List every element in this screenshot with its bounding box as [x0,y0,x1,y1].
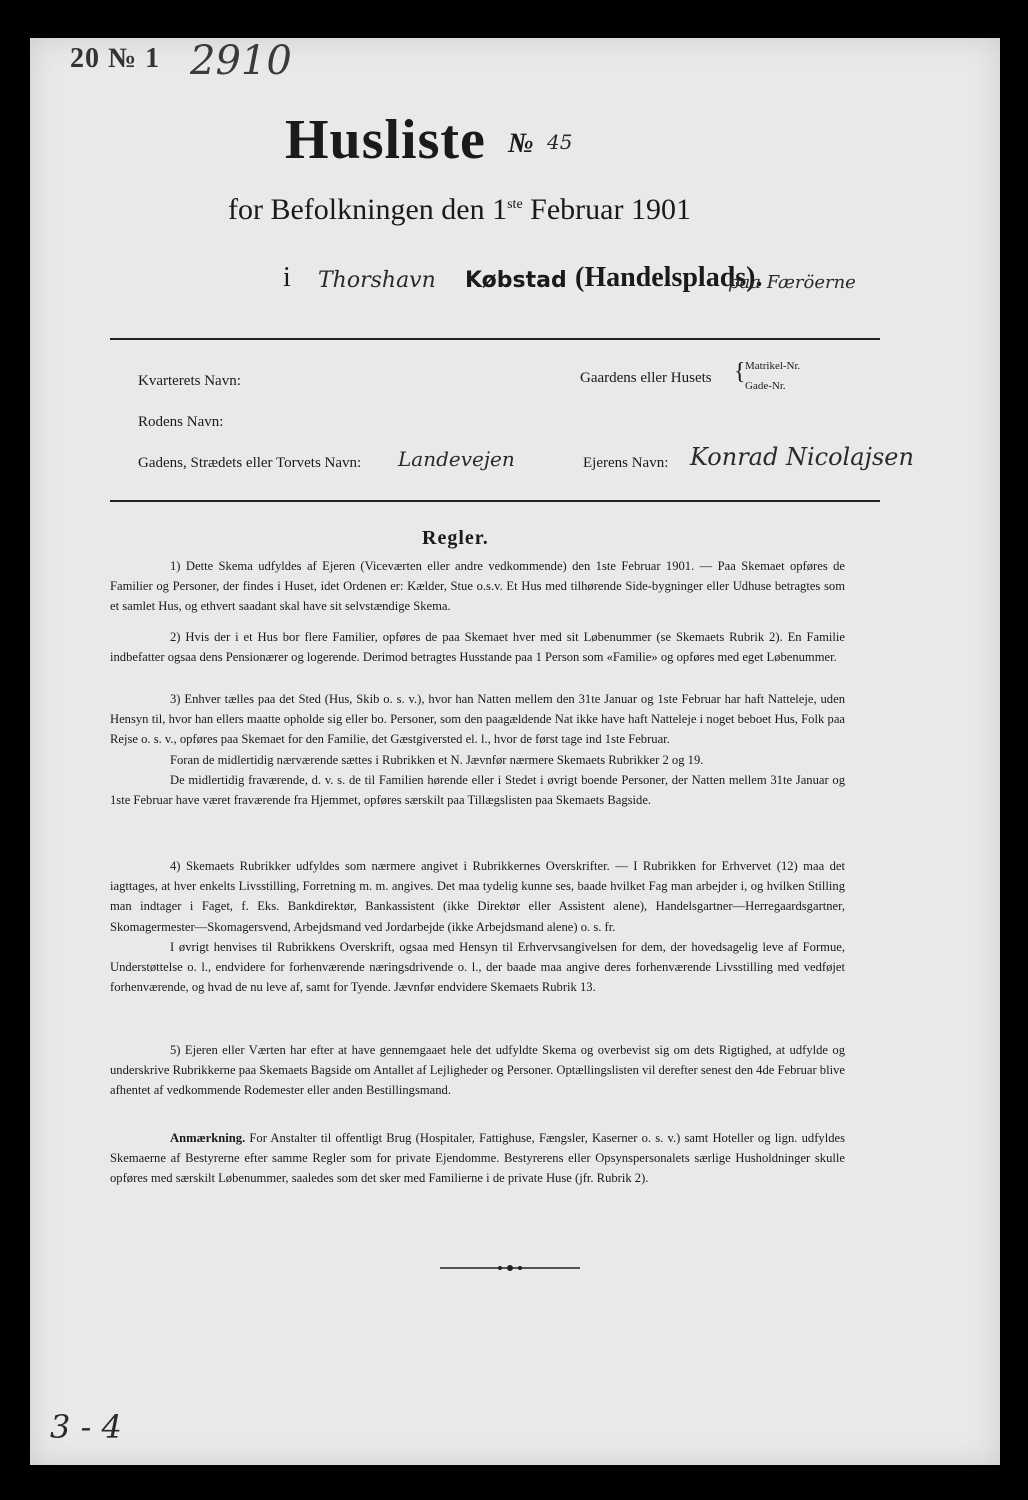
rule-3b-text: Foran de midlertidig nærværende sættes i Rubrikken et N. Jævnfør nærmere Skemaets Rubrikker 2 og 19. [170,752,704,767]
rule-3 [110,689,845,810]
divider-top [110,338,880,340]
gadens-label: Gadens, Strædets eller Torvets Navn: [138,455,362,471]
rule-4b-text: I øvrigt henvises til Rubrikkens Overskrift, ogsaa med Hensyn til Erhvervsangivelsen for dem, der hovedsagelig leve af Formue, Understøttelse o. l., endvidere for forhenværende næringsdrivende o. l., der baade maa angive deres forhenværende Livsstilling med vedføjet forhenværende, og hvad de nu leve af, samt for Tyende. Jævnfør endvidere Skemaets Rubrik 13. [110,939,845,995]
note [110,1128,845,1189]
subtitle-sup: ste [507,197,523,212]
archive-stamp: 20 № 1 [70,43,161,74]
divider-bottom [110,500,880,502]
bottom-pencil-note: 3 - 4 [50,1408,122,1446]
kobstad-label: Købstad [465,268,567,293]
rule-5-text: 5) Ejeren eller Værten har efter at have gennemgaaet hele det udfyldte Skema og overbevist sig om dets Rigtighed, at udfylde og underskrive Rubrikkerne paa Skemaets Bagside om Antallet af Lejligheder og Personer. Optællingslisten vil derefter senest den 4de Februar blive afhentet af vedkommende Rodemester eller anden Bestillingsmand. [110,1043,845,1098]
form-subtitle [228,193,691,227]
note-text: For Anstalter til offentligt Brug (Hospitaler, Fattighuse, Fængsler, Kaserner o. s. v.) samt Hoteller og lign. udfyldes Skemaerne af Bestyrerne efter samme Regler som for private Ejendomme. Bestyrerens eller Opsynspersonalets særlige Husholdninger skulle opføres med særskilt Løbenummer, saaledes som det sker med Familierne i de private Huse (jfr. Rubrik 2). [110,1131,845,1186]
rule-1 [110,556,845,617]
rule-3-text: 3) Enhver tælles paa det Sted (Hus, Skib o. s. v.), hvor han Natten mellem den 31te Januar og 1ste Februar har haft Natteleje, uden Hensyn til, hvor han ellers maatte opholde sig eller bo. Personer, som den paagældende Nat ikke have haft Natteleje i noget beboet Hus, Folk paa Rejse o. s. v., opføres paa Skemaet for den Familie, det Gæstgiversted el. l., hvor de først tage ind 1ste Februar. [110,692,845,747]
ejerens-value: Konrad Nicolajsen [690,443,914,471]
handelsplads-label: (Handelsplads). [575,262,763,293]
kvarterets-label: Kvarterets Navn: [138,373,241,389]
rodens-label: Rodens Navn: [138,414,224,430]
rule-2 [110,627,845,667]
note-label: Anmærkning. [170,1131,246,1145]
form-title: Husliste [285,109,486,171]
rule-2-text: 2) Hvis der i et Hus bor flere Familier, opføres de paa Skemaet hver med sit Løbenummer (se Skemaets Rubrik 2). En Familie indbefatter ogsaa dens Pensionærer og logerende. Derimod betragtes Husstande paa 1 Person som «Familie» og opføres med eget Løbenummer. [110,630,845,665]
town-name: Thorshavn [318,268,436,293]
rule-3c-text: De midlertidig fraværende, d. v. s. de til Familien hørende eller i Stedet i øvrigt boende Personer, der Natten mellem 31te Januar og 1ste Februar have været fraværende fra Hjemmet, opføres særskilt paa Tillægslisten paa Skemaets Bagside. [110,772,845,808]
subtitle-post: Februar 1901 [522,193,691,226]
gadens-value: Landevejen [398,447,515,471]
rule-4-text: 4) Skemaets Rubrikker udfyldes som nærmere angivet i Rubrikkernes Overskrifter. — I Rubrikken for Erhvervet (12) maa det iagttages, at hver enkelts Livsstilling, Forretning m. m. angives. Det maa tydelig kunne ses, baade hvilket Fag man arbejder i, og hvilken Stilling man indtager i Faget, f. Eks. Bankdirektør, Bankassistent (ikke Direktør eller Assistent alene), Handelsgartner—Herregaardsgartner, Skomagermester—Skomagersvend, Arbejdsmand ved Jordarbejde (ikke Arbejdsmand alene) o. s. fr. [110,859,845,934]
number-label: № [508,128,534,159]
subtitle-pre: for Befolkningen den 1 [228,193,508,226]
brace: { [734,359,746,385]
location-suffix: paa Færöerne [728,272,856,293]
rule-1-text: 1) Dette Skema udfyldes af Ejeren (Viceværten eller andre vedkommende) den 1ste Februar 1901. — Paa Skemaet opføres de Familier og Personer, der findes i Huset, idet Ordenen er: Kælder, Stue o.s.v. Et Hus med tilhørende Side-bygninger eller Udhuse betragtes som et samlet Hus, og ethvert saadant skal have sit selvstændige Skema. [110,559,845,614]
ornament-divider-icon [430,1262,590,1274]
gade-label: Gade-Nr. [745,380,786,392]
pencil-number: 2910 [190,38,292,84]
rule-4 [110,856,845,997]
matrikel-label: Matrikel-Nr. [745,360,801,372]
rule-5 [110,1040,845,1101]
ejerens-label: Ejerens Navn: [583,455,669,471]
rules-heading: Regler. [422,527,489,549]
line3-i: i [283,262,291,293]
number-value: 45 [547,130,573,154]
gaardens-label: Gaardens eller Husets [580,370,712,386]
